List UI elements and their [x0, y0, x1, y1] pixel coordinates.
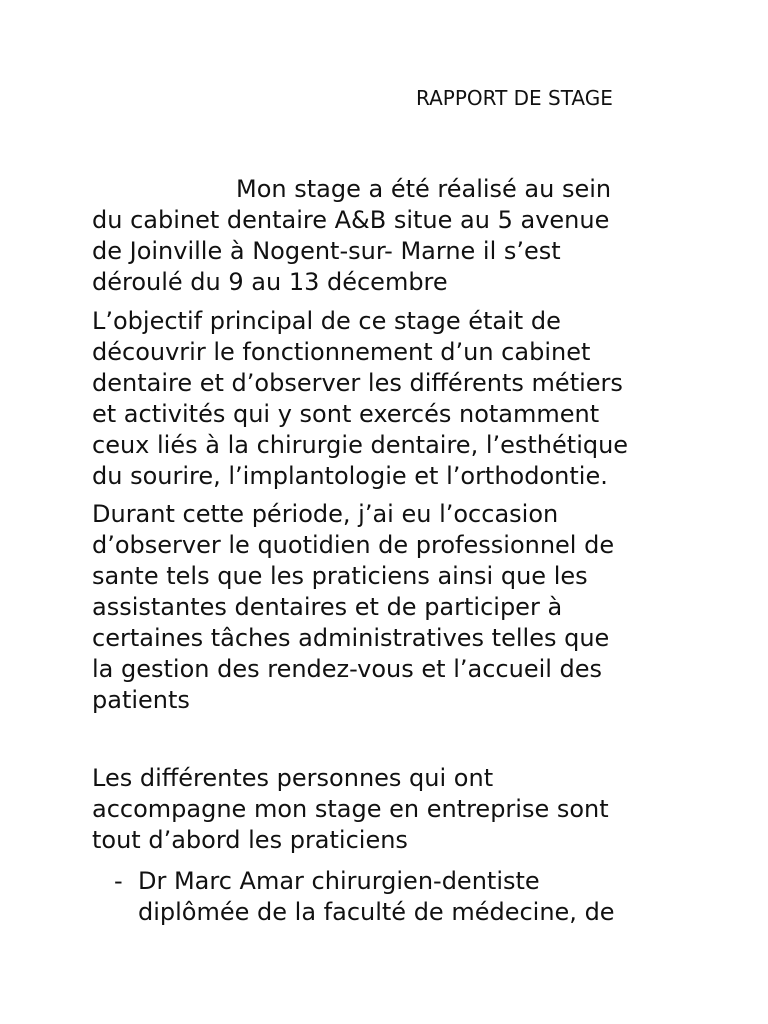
practitioner-list	[92, 866, 692, 928]
text-line: assistantes dentaires et de participer à	[92, 593, 563, 621]
text-line: la gestion des rendez-vous et l’accueil des	[92, 655, 603, 683]
text-line: sante tels que les praticiens ainsi que les	[92, 562, 588, 590]
text-line: diplômée de la faculté de médecine, de	[138, 898, 615, 926]
text-line: certaines tâches administratives telles que	[92, 624, 610, 652]
text-line: L’objectif principal de ce stage était de	[92, 307, 561, 335]
text-line: Durant cette période, j’ai eu l’occasion	[92, 500, 559, 528]
paragraph-location	[92, 174, 682, 298]
text-line: découvrir le fonctionnement d’un cabinet	[92, 338, 591, 366]
paragraph-people	[92, 763, 682, 856]
text-line: du sourire, l’implantologie et l’orthodontie.	[92, 462, 608, 490]
list-item	[92, 866, 692, 928]
text-line: patients	[92, 686, 190, 714]
text-line: accompagne mon stage en entreprise sont	[92, 795, 609, 823]
text-line: déroulé du 9 au 13 décembre	[92, 268, 448, 296]
text-line: d’observer le quotidien de professionnel de	[92, 531, 615, 559]
text-line: Dr Marc Amar chirurgien-dentiste	[138, 867, 540, 895]
text-line: ceux liés à la chirurgie dentaire, l’esthétique	[92, 431, 629, 459]
text-line: de Joinville à Nogent-sur- Marne il s’est	[92, 237, 561, 265]
text-line: Les différentes personnes qui ont	[92, 764, 494, 792]
document-title: RAPPORT DE STAGE	[416, 86, 613, 110]
text-line: tout d’abord les praticiens	[92, 826, 408, 854]
text-line: du cabinet dentaire A&B situe au 5 avenue	[92, 206, 610, 234]
bullet-dash: -	[114, 867, 123, 895]
text-line: et activités qui y sont exercés notamment	[92, 400, 600, 428]
text-line: dentaire et d’observer les différents métiers	[92, 369, 623, 397]
text-line: Mon stage a été réalisé au sein	[236, 175, 612, 203]
paragraph-activities	[92, 499, 682, 716]
paragraph-objective	[92, 306, 682, 492]
